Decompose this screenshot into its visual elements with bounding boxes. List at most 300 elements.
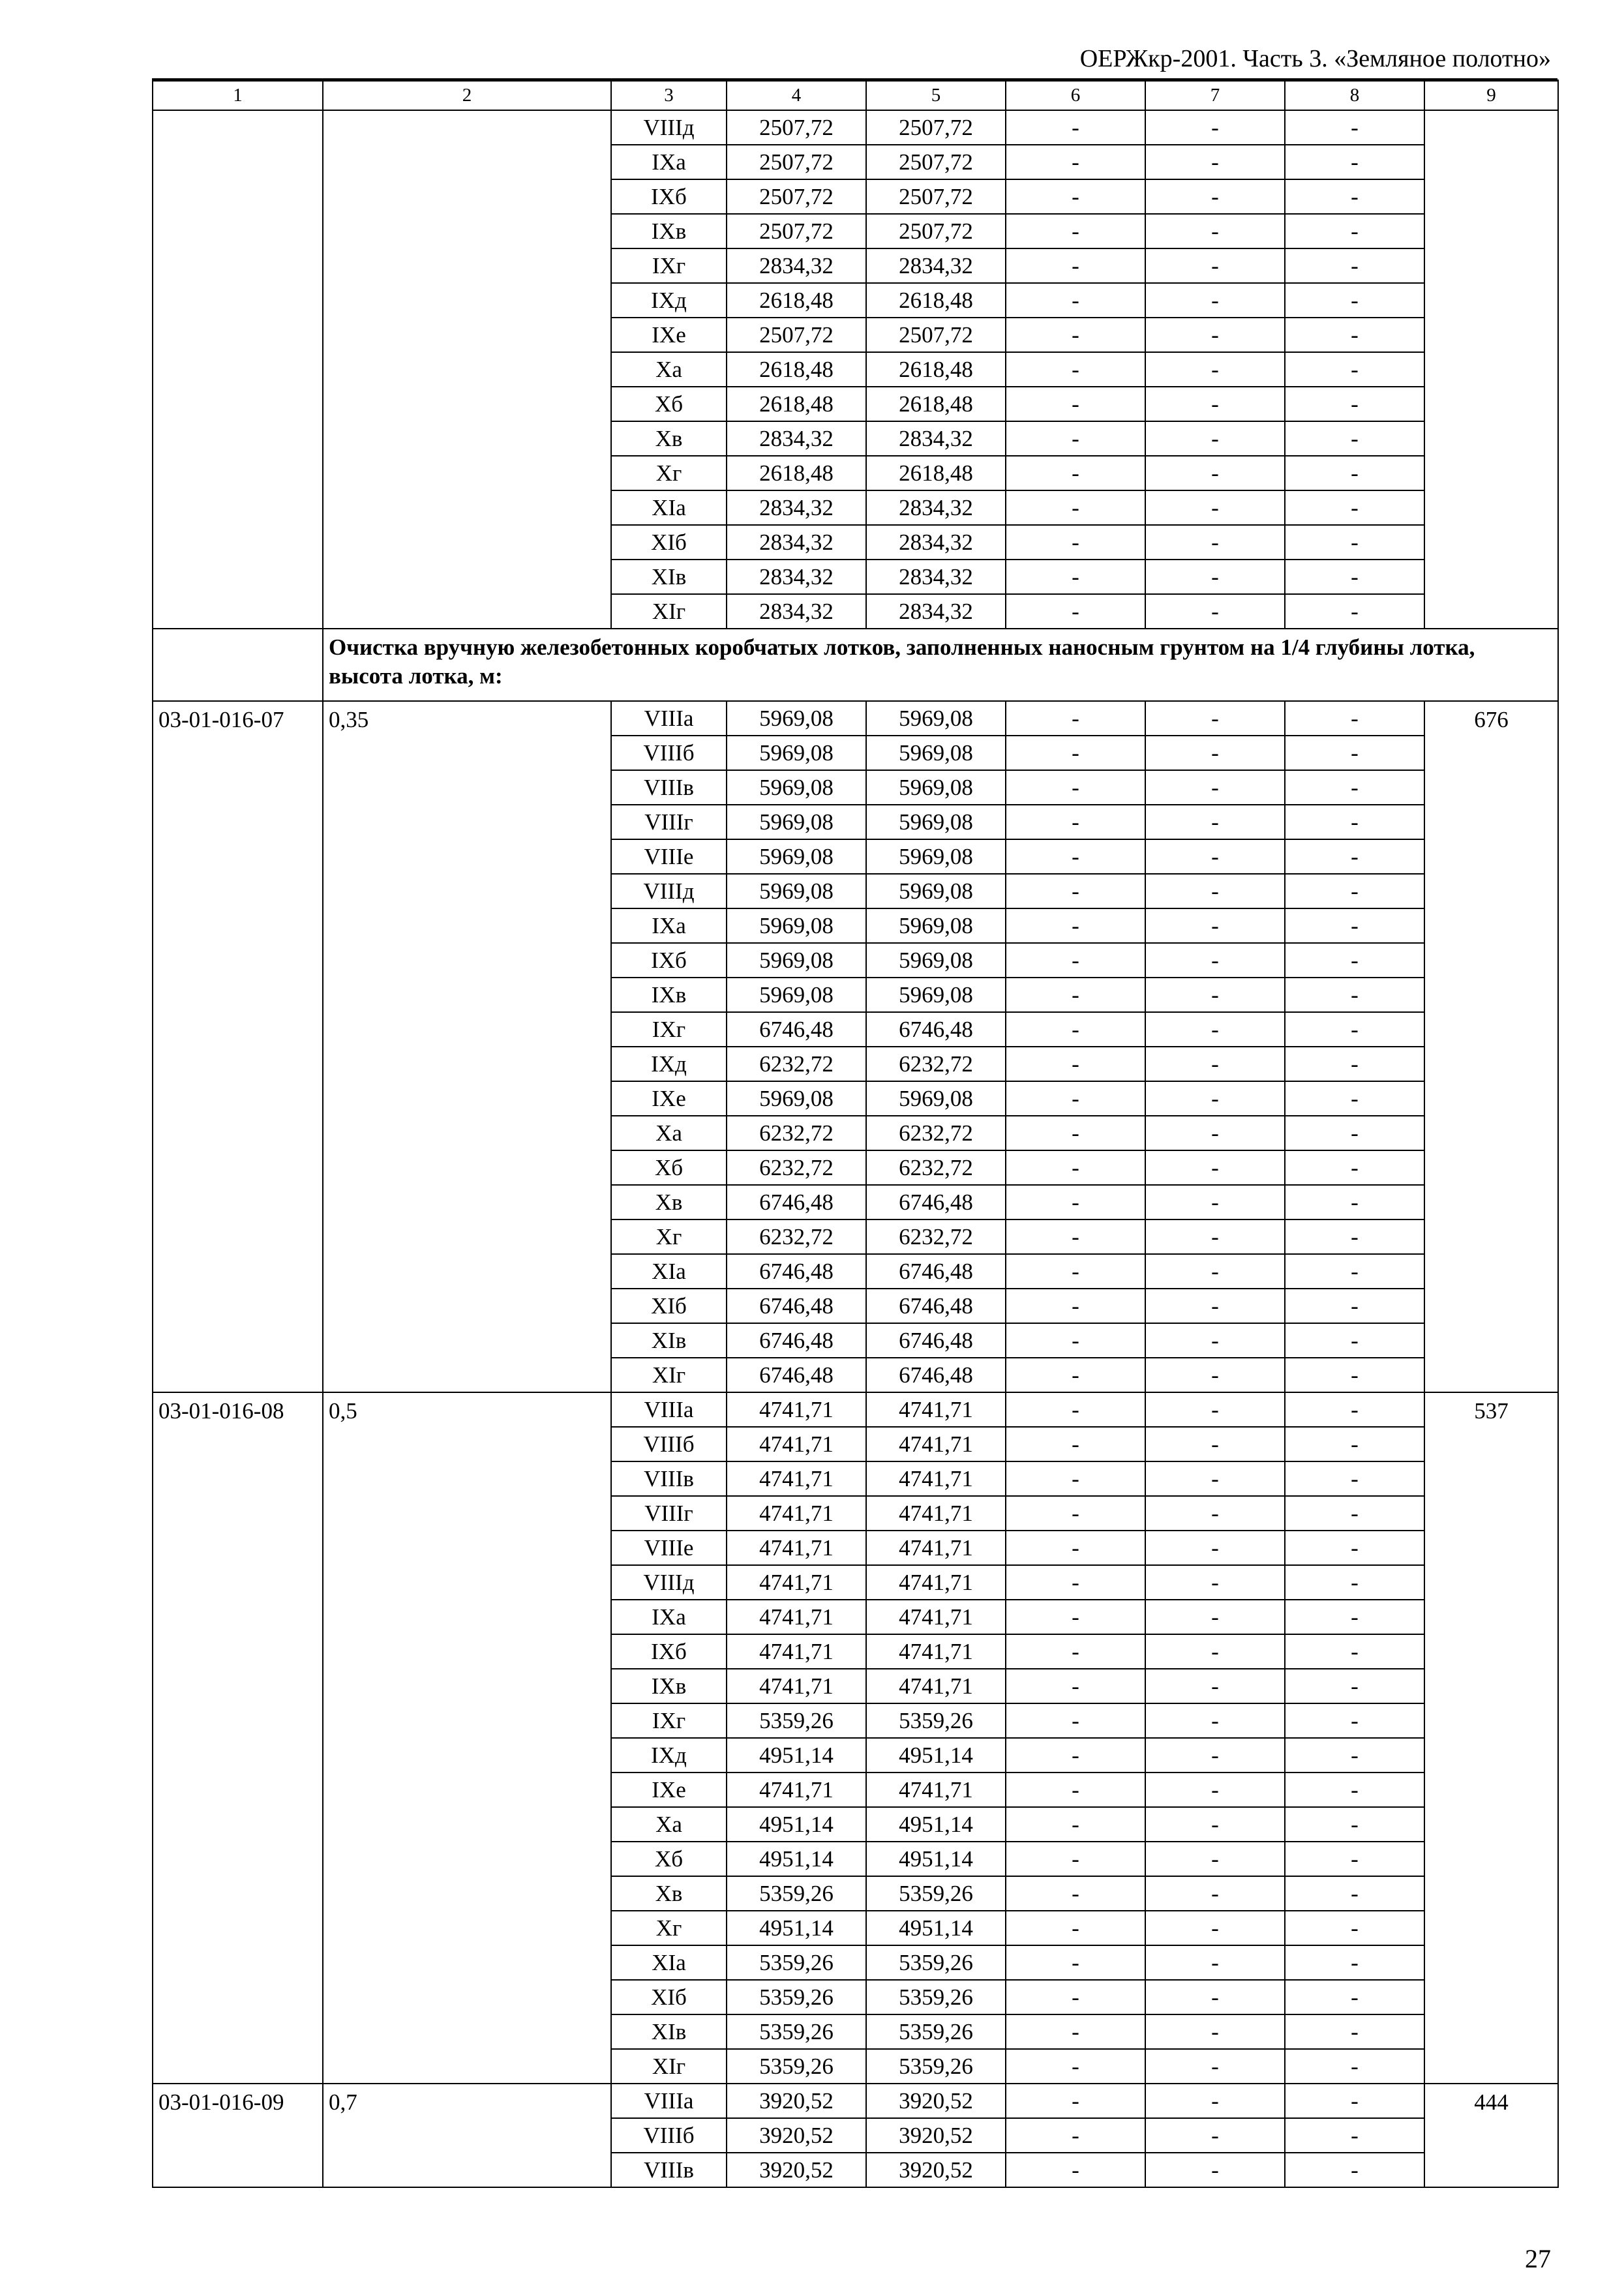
value-cell: 6232,72 xyxy=(727,1116,866,1150)
value-cell: 4951,14 xyxy=(727,1807,866,1842)
dash-cell: - xyxy=(1006,874,1145,908)
dash-cell: - xyxy=(1285,1219,1424,1254)
value-cell: 2834,32 xyxy=(727,421,866,456)
page-number: 27 xyxy=(1525,2244,1551,2273)
dash-cell: - xyxy=(1145,214,1285,248)
dash-cell: - xyxy=(1006,1427,1145,1461)
category-cell: IXв xyxy=(611,214,727,248)
value-cell: 5359,26 xyxy=(866,1703,1006,1738)
category-cell: XIа xyxy=(611,490,727,525)
dash-cell: - xyxy=(1145,1392,1285,1427)
value-cell: 4951,14 xyxy=(727,1911,866,1945)
dash-cell: - xyxy=(1285,1945,1424,1980)
dash-cell: - xyxy=(1145,248,1285,283)
dash-cell: - xyxy=(1145,736,1285,770)
value-cell: 5969,08 xyxy=(866,770,1006,805)
dash-cell: - xyxy=(1145,908,1285,943)
column-number: 3 xyxy=(611,80,727,110)
value-cell: 6746,48 xyxy=(866,1323,1006,1358)
value-cell: 4741,71 xyxy=(866,1427,1006,1461)
dash-cell: - xyxy=(1006,1531,1145,1565)
dash-cell: - xyxy=(1006,1012,1145,1047)
value-cell: 3920,52 xyxy=(727,2118,866,2153)
dash-cell: - xyxy=(1006,1047,1145,1081)
height-cell: 0,35 xyxy=(323,701,611,1392)
category-cell: VIIIб xyxy=(611,2118,727,2153)
table-row xyxy=(153,701,1558,736)
category-cell: IXв xyxy=(611,978,727,1012)
dash-cell: - xyxy=(1006,1600,1145,1634)
dash-cell: - xyxy=(1006,490,1145,525)
dash-cell: - xyxy=(1285,490,1424,525)
dash-cell: - xyxy=(1285,1012,1424,1047)
value-cell: 6746,48 xyxy=(866,1012,1006,1047)
value-cell: 4741,71 xyxy=(866,1496,1006,1531)
dash-cell: - xyxy=(1285,1081,1424,1116)
dash-cell: - xyxy=(1006,1911,1145,1945)
value-cell: 6746,48 xyxy=(866,1289,1006,1323)
category-cell: VIIIе xyxy=(611,839,727,874)
category-cell: Xа xyxy=(611,1807,727,1842)
dash-cell: - xyxy=(1145,701,1285,736)
value-cell: 2834,32 xyxy=(866,560,1006,594)
value-cell: 4951,14 xyxy=(727,1738,866,1773)
value-cell: 5359,26 xyxy=(727,2049,866,2084)
value-cell: 2834,32 xyxy=(727,525,866,560)
value-cell: 2834,32 xyxy=(866,525,1006,560)
dash-cell: - xyxy=(1006,248,1145,283)
value-cell: 2834,32 xyxy=(866,421,1006,456)
category-cell: XIг xyxy=(611,594,727,629)
dash-cell: - xyxy=(1285,1323,1424,1358)
value-cell: 5359,26 xyxy=(727,1945,866,1980)
dash-cell: - xyxy=(1145,145,1285,179)
value-cell: 4741,71 xyxy=(727,1565,866,1600)
dash-cell: - xyxy=(1006,701,1145,736)
table-row xyxy=(153,110,1558,145)
value-cell: 5969,08 xyxy=(866,943,1006,978)
value-cell: 2618,48 xyxy=(727,352,866,387)
value-cell: 5969,08 xyxy=(727,1081,866,1116)
dash-cell: - xyxy=(1285,1773,1424,1807)
value-cell: 4951,14 xyxy=(866,1738,1006,1773)
dash-cell: - xyxy=(1285,214,1424,248)
dash-cell: - xyxy=(1285,179,1424,214)
value-cell: 5969,08 xyxy=(727,978,866,1012)
value-cell: 2834,32 xyxy=(866,594,1006,629)
dash-cell: - xyxy=(1006,736,1145,770)
value-cell: 4741,71 xyxy=(866,1531,1006,1565)
dash-cell: - xyxy=(1285,560,1424,594)
dash-cell: - xyxy=(1145,352,1285,387)
dash-cell: - xyxy=(1285,1565,1424,1600)
value-cell: 4741,71 xyxy=(866,1461,1006,1496)
value-cell: 5359,26 xyxy=(866,1980,1006,2014)
dash-cell: - xyxy=(1285,2118,1424,2153)
price-table xyxy=(152,80,1559,2188)
category-cell: IXг xyxy=(611,1012,727,1047)
value-cell: 5359,26 xyxy=(727,1980,866,2014)
value-cell: 4741,71 xyxy=(727,1531,866,1565)
value-cell: 4741,71 xyxy=(866,1773,1006,1807)
value-cell: 2834,32 xyxy=(727,490,866,525)
value-cell: 5969,08 xyxy=(727,805,866,839)
value-cell: 6746,48 xyxy=(727,1185,866,1219)
dash-cell: - xyxy=(1285,1254,1424,1289)
value-cell: 5969,08 xyxy=(866,701,1006,736)
section-row xyxy=(153,629,1558,701)
dash-cell: - xyxy=(1006,1323,1145,1358)
dash-cell: - xyxy=(1285,1150,1424,1185)
category-cell: VIIIе xyxy=(611,1531,727,1565)
dash-cell: - xyxy=(1006,1392,1145,1427)
dash-cell: - xyxy=(1145,1427,1285,1461)
norm-cell: 444 xyxy=(1424,2084,1558,2187)
dash-cell: - xyxy=(1006,1461,1145,1496)
value-cell: 5359,26 xyxy=(866,2014,1006,2049)
dash-cell: - xyxy=(1145,1773,1285,1807)
category-cell: XIг xyxy=(611,2049,727,2084)
value-cell: 2834,32 xyxy=(727,594,866,629)
value-cell: 6232,72 xyxy=(866,1047,1006,1081)
value-cell: 4741,71 xyxy=(727,1392,866,1427)
category-cell: IXб xyxy=(611,943,727,978)
value-cell: 2507,72 xyxy=(727,214,866,248)
category-cell: Xб xyxy=(611,1150,727,1185)
value-cell: 4741,71 xyxy=(727,1634,866,1669)
value-cell: 5359,26 xyxy=(866,2049,1006,2084)
dash-cell: - xyxy=(1006,421,1145,456)
category-cell: Xв xyxy=(611,1876,727,1911)
dash-cell: - xyxy=(1006,1289,1145,1323)
value-cell: 5969,08 xyxy=(727,943,866,978)
dash-cell: - xyxy=(1285,1703,1424,1738)
dash-cell: - xyxy=(1006,1219,1145,1254)
dash-cell: - xyxy=(1285,1876,1424,1911)
value-cell: 4741,71 xyxy=(866,1669,1006,1703)
value-cell: 5969,08 xyxy=(866,1081,1006,1116)
value-cell: 6232,72 xyxy=(866,1150,1006,1185)
dash-cell: - xyxy=(1006,1703,1145,1738)
value-cell: 4951,14 xyxy=(866,1807,1006,1842)
value-cell: 3920,52 xyxy=(866,2084,1006,2118)
dash-cell: - xyxy=(1145,594,1285,629)
dash-cell: - xyxy=(1145,490,1285,525)
dash-cell: - xyxy=(1285,1047,1424,1081)
dash-cell: - xyxy=(1285,525,1424,560)
dash-cell: - xyxy=(1285,1392,1424,1427)
dash-cell: - xyxy=(1145,318,1285,352)
dash-cell: - xyxy=(1285,594,1424,629)
dash-cell: - xyxy=(1145,1600,1285,1634)
code-cell: 03-01-016-08 xyxy=(153,1392,323,2084)
dash-cell: - xyxy=(1145,1842,1285,1876)
dash-cell: - xyxy=(1006,1358,1145,1392)
dash-cell: - xyxy=(1145,456,1285,490)
dash-cell: - xyxy=(1006,1876,1145,1911)
category-cell: XIб xyxy=(611,1980,727,2014)
value-cell: 4741,71 xyxy=(727,1427,866,1461)
category-cell: XIа xyxy=(611,1254,727,1289)
dash-cell: - xyxy=(1145,1531,1285,1565)
value-cell: 2618,48 xyxy=(727,283,866,318)
category-cell: IXа xyxy=(611,908,727,943)
height-cell xyxy=(323,110,611,629)
value-cell: 2507,72 xyxy=(727,110,866,145)
dash-cell: - xyxy=(1145,1703,1285,1738)
category-cell: VIIIа xyxy=(611,701,727,736)
code-cell: 03-01-016-09 xyxy=(153,2084,323,2187)
section-spacer-cell xyxy=(153,629,323,701)
value-cell: 2618,48 xyxy=(727,456,866,490)
category-cell: IXе xyxy=(611,318,727,352)
category-cell: IXе xyxy=(611,1081,727,1116)
category-cell: Xб xyxy=(611,387,727,421)
value-cell: 5359,26 xyxy=(727,1703,866,1738)
dash-cell: - xyxy=(1145,874,1285,908)
dash-cell: - xyxy=(1145,387,1285,421)
value-cell: 2834,32 xyxy=(866,490,1006,525)
value-cell: 2507,72 xyxy=(866,110,1006,145)
dash-cell: - xyxy=(1285,387,1424,421)
dash-cell: - xyxy=(1145,805,1285,839)
dash-cell: - xyxy=(1145,1807,1285,1842)
category-cell: XIб xyxy=(611,1289,727,1323)
dash-cell: - xyxy=(1006,110,1145,145)
dash-cell: - xyxy=(1145,1980,1285,2014)
value-cell: 2507,72 xyxy=(727,145,866,179)
dash-cell: - xyxy=(1145,179,1285,214)
category-cell: VIIIб xyxy=(611,1427,727,1461)
column-number: 2 xyxy=(323,80,611,110)
category-cell: IXб xyxy=(611,179,727,214)
dash-cell: - xyxy=(1006,594,1145,629)
dash-cell: - xyxy=(1006,1807,1145,1842)
value-cell: 6746,48 xyxy=(727,1358,866,1392)
category-cell: IXе xyxy=(611,1773,727,1807)
value-cell: 5969,08 xyxy=(727,736,866,770)
dash-cell: - xyxy=(1006,352,1145,387)
category-cell: VIIIа xyxy=(611,1392,727,1427)
dash-cell: - xyxy=(1006,2014,1145,2049)
value-cell: 6746,48 xyxy=(866,1254,1006,1289)
value-cell: 2618,48 xyxy=(866,387,1006,421)
dash-cell: - xyxy=(1145,1669,1285,1703)
value-cell: 2618,48 xyxy=(866,352,1006,387)
dash-cell: - xyxy=(1285,943,1424,978)
value-cell: 2507,72 xyxy=(866,214,1006,248)
value-cell: 4951,14 xyxy=(727,1842,866,1876)
category-cell: VIIIв xyxy=(611,2153,727,2187)
value-cell: 6746,48 xyxy=(727,1012,866,1047)
value-cell: 6232,72 xyxy=(727,1047,866,1081)
category-cell: Xб xyxy=(611,1842,727,1876)
value-cell: 3920,52 xyxy=(727,2153,866,2187)
category-cell: VIIIв xyxy=(611,770,727,805)
dash-cell: - xyxy=(1006,978,1145,1012)
dash-cell: - xyxy=(1145,1358,1285,1392)
dash-cell: - xyxy=(1006,560,1145,594)
dash-cell: - xyxy=(1145,1081,1285,1116)
dash-cell: - xyxy=(1006,283,1145,318)
value-cell: 6746,48 xyxy=(866,1358,1006,1392)
value-cell: 4951,14 xyxy=(866,1842,1006,1876)
dash-cell: - xyxy=(1285,1358,1424,1392)
value-cell: 6746,48 xyxy=(727,1254,866,1289)
value-cell: 6232,72 xyxy=(866,1116,1006,1150)
dash-cell: - xyxy=(1145,1876,1285,1911)
dash-cell: - xyxy=(1145,2153,1285,2187)
value-cell: 4951,14 xyxy=(866,1911,1006,1945)
dash-cell: - xyxy=(1006,2153,1145,2187)
dash-cell: - xyxy=(1006,1842,1145,1876)
table-body xyxy=(153,80,1558,2187)
dash-cell: - xyxy=(1285,1427,1424,1461)
dash-cell: - xyxy=(1145,2118,1285,2153)
dash-cell: - xyxy=(1145,1496,1285,1531)
category-cell: Xв xyxy=(611,421,727,456)
dash-cell: - xyxy=(1285,1842,1424,1876)
category-cell: IXд xyxy=(611,283,727,318)
dash-cell: - xyxy=(1006,1150,1145,1185)
category-cell: Xг xyxy=(611,456,727,490)
dash-cell: - xyxy=(1006,770,1145,805)
dash-cell: - xyxy=(1285,145,1424,179)
dash-cell: - xyxy=(1285,1289,1424,1323)
dash-cell: - xyxy=(1006,145,1145,179)
value-cell: 4741,71 xyxy=(727,1461,866,1496)
column-number: 5 xyxy=(866,80,1006,110)
dash-cell: - xyxy=(1285,1980,1424,2014)
dash-cell: - xyxy=(1145,1461,1285,1496)
value-cell: 5359,26 xyxy=(866,1945,1006,1980)
column-number: 8 xyxy=(1285,80,1424,110)
dash-cell: - xyxy=(1006,214,1145,248)
column-number: 7 xyxy=(1145,80,1285,110)
category-cell: IXа xyxy=(611,1600,727,1634)
value-cell: 2507,72 xyxy=(866,318,1006,352)
category-cell: VIIIд xyxy=(611,110,727,145)
value-cell: 2618,48 xyxy=(866,456,1006,490)
category-cell: IXг xyxy=(611,1703,727,1738)
dash-cell: - xyxy=(1006,318,1145,352)
category-cell: XIв xyxy=(611,560,727,594)
dash-cell: - xyxy=(1285,1461,1424,1496)
dash-cell: - xyxy=(1006,1669,1145,1703)
dash-cell: - xyxy=(1285,2084,1424,2118)
dash-cell: - xyxy=(1145,1185,1285,1219)
dash-cell: - xyxy=(1145,770,1285,805)
dash-cell: - xyxy=(1285,908,1424,943)
dash-cell: - xyxy=(1145,421,1285,456)
value-cell: 5969,08 xyxy=(866,736,1006,770)
value-cell: 4741,71 xyxy=(727,1496,866,1531)
height-cell: 0,5 xyxy=(323,1392,611,2084)
value-cell: 4741,71 xyxy=(866,1600,1006,1634)
category-cell: IXг xyxy=(611,248,727,283)
dash-cell: - xyxy=(1006,1565,1145,1600)
dash-cell: - xyxy=(1285,1738,1424,1773)
dash-cell: - xyxy=(1285,2014,1424,2049)
category-cell: XIв xyxy=(611,2014,727,2049)
column-number: 9 xyxy=(1424,80,1558,110)
value-cell: 5969,08 xyxy=(866,839,1006,874)
dash-cell: - xyxy=(1006,839,1145,874)
dash-cell: - xyxy=(1006,2084,1145,2118)
dash-cell: - xyxy=(1285,1807,1424,1842)
value-cell: 5969,08 xyxy=(866,978,1006,1012)
dash-cell: - xyxy=(1145,2014,1285,2049)
value-cell: 6746,48 xyxy=(866,1185,1006,1219)
dash-cell: - xyxy=(1145,1565,1285,1600)
dash-cell: - xyxy=(1145,1289,1285,1323)
value-cell: 2834,32 xyxy=(866,248,1006,283)
value-cell: 2618,48 xyxy=(727,387,866,421)
column-number: 1 xyxy=(153,80,323,110)
dash-cell: - xyxy=(1145,839,1285,874)
dash-cell: - xyxy=(1285,1496,1424,1531)
dash-cell: - xyxy=(1006,1185,1145,1219)
section-title: Очистка вручную железобетонных коробчатых лотков, заполненных наносным грунтом на 1/4 глубины лотка, высота лотка, м: xyxy=(323,629,1558,701)
value-cell: 4741,71 xyxy=(866,1565,1006,1600)
height-cell: 0,7 xyxy=(323,2084,611,2187)
dash-cell: - xyxy=(1145,1116,1285,1150)
dash-cell: - xyxy=(1285,701,1424,736)
dash-cell: - xyxy=(1285,283,1424,318)
dash-cell: - xyxy=(1285,770,1424,805)
value-cell: 2507,72 xyxy=(727,318,866,352)
dash-cell: - xyxy=(1145,110,1285,145)
dash-cell: - xyxy=(1285,2153,1424,2187)
value-cell: 2507,72 xyxy=(727,179,866,214)
category-cell: VIIIв xyxy=(611,1461,727,1496)
dash-cell: - xyxy=(1006,525,1145,560)
category-cell: IXд xyxy=(611,1047,727,1081)
value-cell: 5969,08 xyxy=(866,805,1006,839)
value-cell: 3920,52 xyxy=(727,2084,866,2118)
dash-cell: - xyxy=(1285,1531,1424,1565)
category-cell: Xа xyxy=(611,1116,727,1150)
value-cell: 4741,71 xyxy=(866,1392,1006,1427)
dash-cell: - xyxy=(1145,525,1285,560)
dash-cell: - xyxy=(1285,2049,1424,2084)
dash-cell: - xyxy=(1285,1600,1424,1634)
dash-cell: - xyxy=(1145,560,1285,594)
value-cell: 6232,72 xyxy=(866,1219,1006,1254)
category-cell: VIIIа xyxy=(611,2084,727,2118)
dash-cell: - xyxy=(1006,1945,1145,1980)
dash-cell: - xyxy=(1145,1047,1285,1081)
column-number: 4 xyxy=(727,80,866,110)
dash-cell: - xyxy=(1006,387,1145,421)
column-number-row xyxy=(153,80,1558,110)
dash-cell: - xyxy=(1145,1012,1285,1047)
document-title: ОЕРЖкр-2001. Часть 3. «Земляное полотно» xyxy=(1079,45,1551,72)
dash-cell: - xyxy=(1006,1254,1145,1289)
value-cell: 2507,72 xyxy=(866,145,1006,179)
norm-cell xyxy=(1424,110,1558,629)
dash-cell: - xyxy=(1145,1945,1285,1980)
norm-cell: 537 xyxy=(1424,1392,1558,2084)
value-cell: 5969,08 xyxy=(727,874,866,908)
value-cell: 6232,72 xyxy=(727,1219,866,1254)
value-cell: 2507,72 xyxy=(866,179,1006,214)
norm-cell: 676 xyxy=(1424,701,1558,1392)
dash-cell: - xyxy=(1006,908,1145,943)
value-cell: 2834,32 xyxy=(727,248,866,283)
dash-cell: - xyxy=(1145,1634,1285,1669)
category-cell: IXд xyxy=(611,1738,727,1773)
